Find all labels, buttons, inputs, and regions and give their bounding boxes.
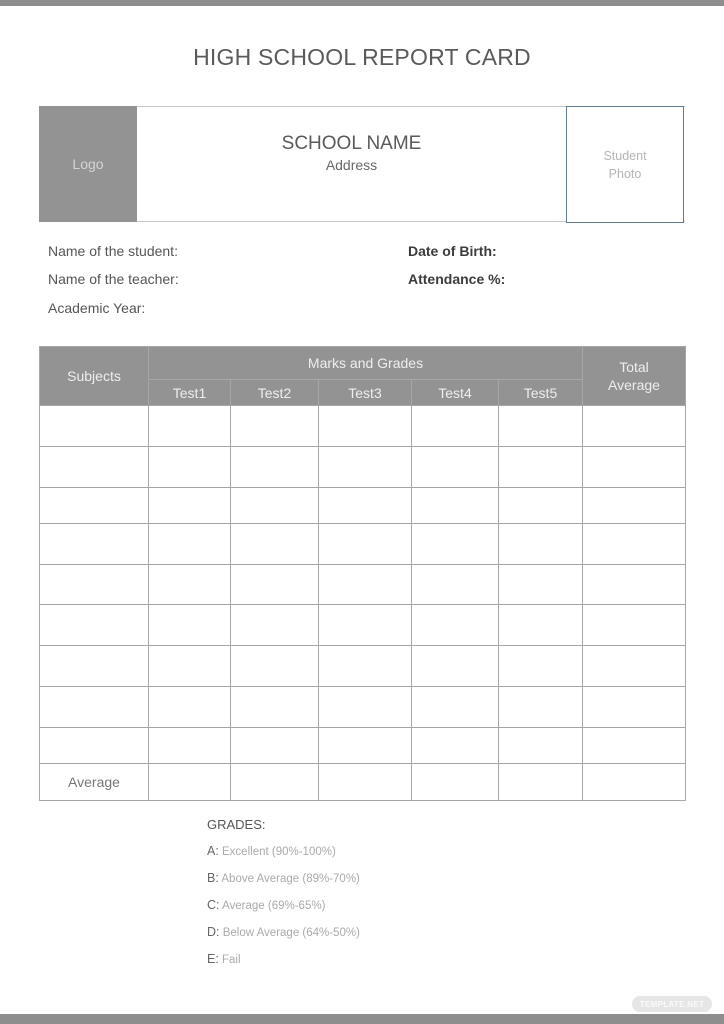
test5-cell[interactable] bbox=[499, 605, 583, 646]
subject-cell[interactable] bbox=[40, 524, 149, 565]
total-cell[interactable] bbox=[583, 447, 686, 488]
school-name: SCHOOL NAME bbox=[281, 133, 422, 154]
table-row bbox=[40, 406, 686, 447]
test5-cell[interactable] bbox=[499, 524, 583, 565]
watermark-badge: TEMPLATE.NET bbox=[632, 996, 712, 1012]
test3-cell[interactable] bbox=[319, 605, 412, 646]
test1-cell[interactable] bbox=[149, 565, 231, 605]
top-border-bar bbox=[0, 0, 724, 6]
subject-cell[interactable] bbox=[40, 605, 149, 646]
test2-cell[interactable] bbox=[231, 406, 319, 447]
table-row bbox=[40, 565, 686, 605]
test5-cell[interactable] bbox=[499, 687, 583, 728]
test3-cell[interactable] bbox=[319, 687, 412, 728]
table-row bbox=[40, 524, 686, 565]
test3-average-cell[interactable] bbox=[319, 764, 412, 801]
subject-cell[interactable] bbox=[40, 406, 149, 447]
test5-average-cell[interactable] bbox=[499, 764, 583, 801]
test1-average-cell[interactable] bbox=[149, 764, 231, 801]
subject-cell[interactable] bbox=[40, 447, 149, 488]
teacher-name-label: Name of the teacher: bbox=[48, 271, 179, 287]
test1-cell[interactable] bbox=[149, 524, 231, 565]
test4-cell[interactable] bbox=[412, 605, 499, 646]
average-row bbox=[40, 764, 686, 801]
test4-cell[interactable] bbox=[412, 687, 499, 728]
test1-cell[interactable] bbox=[149, 728, 231, 764]
test1-cell[interactable] bbox=[149, 646, 231, 687]
grade-item-b: B: Above Average (89%-70%) bbox=[207, 871, 360, 885]
total-cell[interactable] bbox=[583, 406, 686, 447]
school-info bbox=[137, 132, 566, 174]
test4-cell[interactable] bbox=[412, 488, 499, 524]
test4-average-cell[interactable] bbox=[412, 764, 499, 801]
average-label: Average bbox=[40, 764, 149, 801]
test3-cell[interactable] bbox=[319, 565, 412, 605]
test4-cell[interactable] bbox=[412, 406, 499, 447]
test3-cell[interactable] bbox=[319, 524, 412, 565]
test4-cell[interactable] bbox=[412, 524, 499, 565]
test2-cell[interactable] bbox=[231, 524, 319, 565]
test3-header: Test3 bbox=[319, 380, 412, 406]
subject-cell[interactable] bbox=[40, 728, 149, 764]
test1-cell[interactable] bbox=[149, 605, 231, 646]
total-cell[interactable] bbox=[583, 565, 686, 605]
test1-cell[interactable] bbox=[149, 406, 231, 447]
table-row bbox=[40, 687, 686, 728]
marks-table bbox=[39, 346, 686, 801]
test2-cell[interactable] bbox=[231, 728, 319, 764]
grade-item-e: E: Fail bbox=[207, 952, 241, 966]
test1-header: Test1 bbox=[149, 380, 231, 406]
subject-cell[interactable] bbox=[40, 565, 149, 605]
test2-header: Test2 bbox=[231, 380, 319, 406]
test1-cell[interactable] bbox=[149, 488, 231, 524]
date-of-birth-label: Date of Birth: bbox=[408, 243, 497, 259]
attendance-label: Attendance %: bbox=[408, 271, 506, 287]
photo-label-line1: Student bbox=[603, 148, 647, 163]
test4-cell[interactable] bbox=[412, 646, 499, 687]
test4-cell[interactable] bbox=[412, 728, 499, 764]
table-row bbox=[40, 447, 686, 488]
subject-cell[interactable] bbox=[40, 687, 149, 728]
test5-cell[interactable] bbox=[499, 406, 583, 447]
total-average-cell[interactable] bbox=[583, 764, 686, 801]
test2-cell[interactable] bbox=[231, 447, 319, 488]
grade-item-d: D: Below Average (64%-50%) bbox=[207, 925, 360, 939]
test2-average-cell[interactable] bbox=[231, 764, 319, 801]
grade-item-c: C: Average (69%-65%) bbox=[207, 898, 326, 912]
test1-cell[interactable] bbox=[149, 447, 231, 488]
total-cell[interactable] bbox=[583, 524, 686, 565]
test2-cell[interactable] bbox=[231, 687, 319, 728]
test4-cell[interactable] bbox=[412, 565, 499, 605]
subject-cell[interactable] bbox=[40, 488, 149, 524]
school-address: Address bbox=[325, 157, 378, 173]
test2-cell[interactable] bbox=[231, 646, 319, 687]
photo-label-line2: Photo bbox=[608, 166, 642, 181]
total-cell[interactable] bbox=[583, 687, 686, 728]
total-cell[interactable] bbox=[583, 488, 686, 524]
test2-cell[interactable] bbox=[231, 488, 319, 524]
test5-cell[interactable] bbox=[499, 488, 583, 524]
table-row bbox=[40, 605, 686, 646]
academic-year-label: Academic Year: bbox=[48, 300, 146, 316]
test1-cell[interactable] bbox=[149, 687, 231, 728]
grade-item-a: A: Excellent (90%-100%) bbox=[207, 844, 336, 858]
test3-cell[interactable] bbox=[319, 646, 412, 687]
table-row bbox=[40, 488, 686, 524]
test3-cell[interactable] bbox=[319, 406, 412, 447]
test2-cell[interactable] bbox=[231, 605, 319, 646]
logo-placeholder bbox=[39, 106, 137, 222]
test3-cell[interactable] bbox=[319, 488, 412, 524]
test3-cell[interactable] bbox=[319, 728, 412, 764]
test5-cell[interactable] bbox=[499, 565, 583, 605]
marks-and-grades-header: Marks and Grades bbox=[149, 347, 583, 380]
student-photo-placeholder bbox=[566, 106, 684, 223]
table-row bbox=[40, 646, 686, 687]
logo-label: Logo bbox=[72, 156, 104, 172]
test4-cell[interactable] bbox=[412, 447, 499, 488]
test4-header: Test4 bbox=[412, 380, 499, 406]
test3-cell[interactable] bbox=[319, 447, 412, 488]
test5-header: Test5 bbox=[499, 380, 583, 406]
subjects-header: Subjects bbox=[40, 347, 149, 406]
test5-cell[interactable] bbox=[499, 447, 583, 488]
table-row bbox=[40, 728, 686, 764]
grades-heading: GRADES: bbox=[207, 817, 266, 832]
total-cell[interactable] bbox=[583, 646, 686, 687]
total-cell[interactable] bbox=[583, 728, 686, 764]
test2-cell[interactable] bbox=[231, 565, 319, 605]
test5-cell[interactable] bbox=[499, 728, 583, 764]
student-name-label: Name of the student: bbox=[48, 243, 178, 259]
total-average-header: Total Average bbox=[583, 347, 686, 406]
bottom-border-bar bbox=[0, 1014, 724, 1024]
subject-cell[interactable] bbox=[40, 646, 149, 687]
total-cell[interactable] bbox=[583, 605, 686, 646]
test5-cell[interactable] bbox=[499, 646, 583, 687]
grades-legend bbox=[207, 817, 360, 979]
page-title: HIGH SCHOOL REPORT CARD bbox=[193, 44, 531, 70]
